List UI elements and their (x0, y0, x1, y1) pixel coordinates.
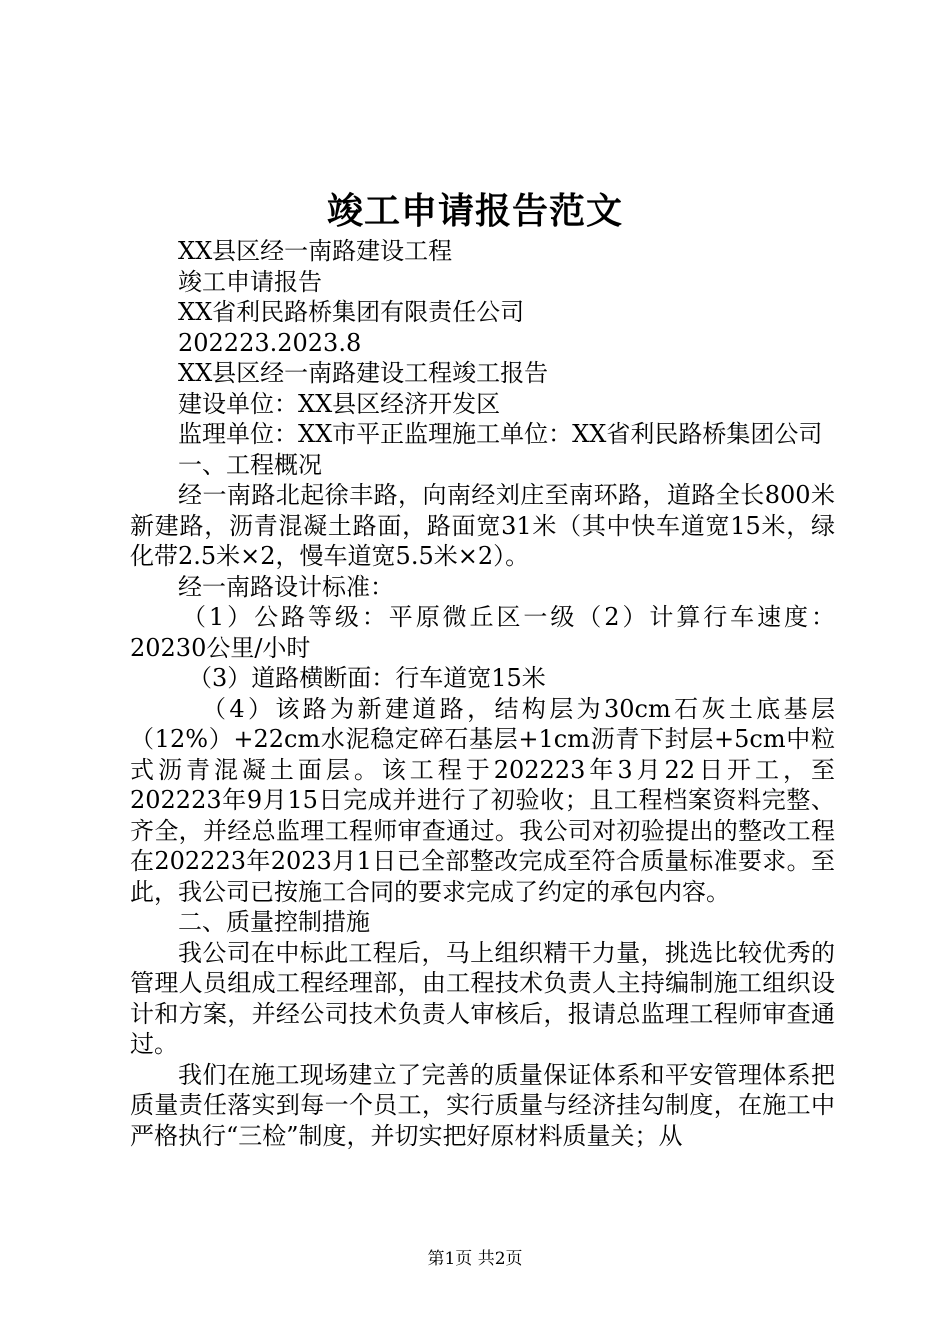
company-line: XX省利民路桥集团有限责任公司 (178, 298, 525, 326)
owner-unit-line: 建设单位：XX县区经济开发区 (178, 389, 501, 418)
date-line: 202223.2023.8 (178, 328, 362, 357)
paragraph-quality-2: 我们在施工现场建立了完善的质量保证体系和平安管理体系把质量责任落实到每一个员工，实行质量与经济挂勾制度，在施工中严格执行“三检”制度，并切实把好原材料质量关；从 (130, 1060, 835, 1150)
project-name-line: XX县区经一南路建设工程 (178, 237, 453, 265)
paragraph-cross-section: （3）道路横断面：行车道宽15米 (188, 664, 546, 692)
section-heading-overview: 一、工程概况 (178, 450, 322, 479)
paragraph-structure: （4）该路为新建道路，结构层为30cm石灰土底基层（12%）+22cm水泥稳定碎石基层+1cm沥青下封层+5cm中粒式沥青混凝土面层。该工程于202223年3月22日开工，至202223年9月15日完成并进行了初验收；且工程档案资料完整、齐全，并经总监理工程师审查通过。我公司对初验提出的整改工程在202223年2023月1日已全部整改完成至符合质量标准要求。至此，我公司已按施工合同的要求完成了约定的承包内容。 (130, 694, 835, 906)
report-title-line: XX县区经一南路建设工程竣工报告 (178, 359, 549, 387)
document-title: 竣工申请报告范文 (326, 190, 623, 232)
paragraph-overview: 经一南路北起徐丰路，向南经刘庄至南环路，道路全长800米新建路，沥青混凝土路面，路面宽31米（其中快车道宽15米，绿化带2.5米×2，慢车道宽5.5米×2）。 (130, 481, 835, 570)
report-type-line: 竣工申请报告 (178, 267, 322, 296)
document-body (130, 236, 835, 1151)
page-footer: 第1页 共2页 (427, 1249, 523, 1269)
section-heading-quality: 二、质量控制措施 (178, 908, 370, 936)
paragraph-quality-1: 我公司在中标此工程后，马上组织精干力量，挑选比较优秀的管理人员组成工程经理部，由工程技术负责人主持编制施工组织设计和方案，并经公司技术负责人审核后，报请总监理工程师审查通过。 (130, 938, 835, 1058)
paragraph-design-standard: 经一南路设计标准： (178, 572, 394, 601)
supervision-unit-line: 监理单位：XX市平正监理施工单位：XX省利民路桥集团公司 (178, 420, 823, 448)
paragraph-road-grade: （1）公路等级：平原微丘区一级（2）计算行车速度：20230公里/小时 (130, 603, 835, 662)
